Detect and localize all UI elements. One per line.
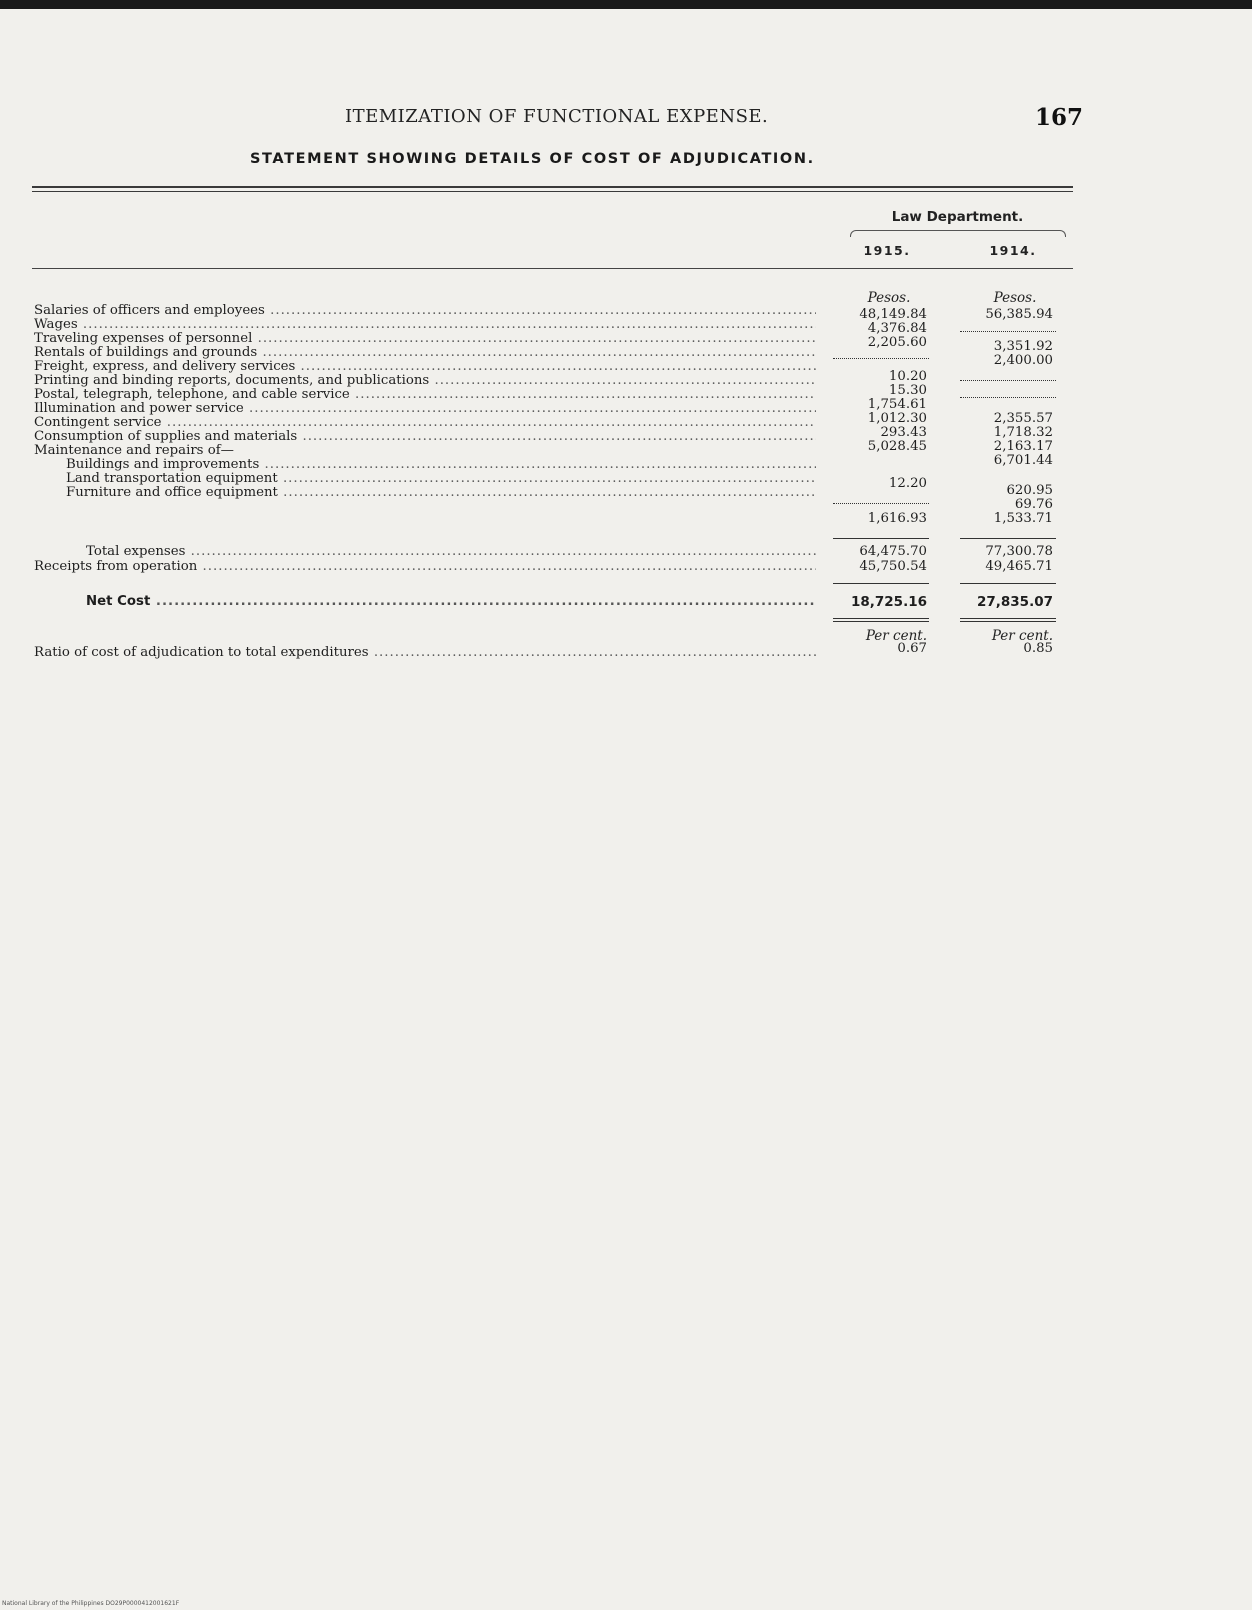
row-label: Furniture and office equipment ..... [66,486,816,500]
row-label: Freight, express, and delivery services ..... [34,360,816,374]
row-label: Land transportation equipment ..... [66,472,816,486]
value-1915: 15.30 [888,383,927,398]
archive-stamp: National Library of the Philippines DO29P0000412001621F [2,1600,180,1607]
unit-label-1915: Pesos. [867,290,911,306]
table-title: STATEMENT SHOWING DETAILS OF COST OF ADJUDICATION. [250,151,815,167]
double-rule [960,618,1056,622]
net-cost-1914: 27,835.07 [976,594,1053,610]
value-1914: 3,351.92 [993,339,1053,354]
value-1915: 1,012.30 [867,411,927,426]
ratio-1915: 0.67 [897,641,927,656]
row-label: Wages ..... [34,318,816,332]
ratio-1914: 0.85 [1023,641,1053,656]
receipts-1915: 45,750.54 [859,559,927,574]
receipts-label: Receipts from operation ..... [34,560,816,574]
scan-edge [0,0,1252,9]
year-heading-1915: 1915. [863,243,911,258]
value-1915: 5,028.45 [867,439,927,454]
sum-rule [833,538,929,539]
top-double-rule [32,186,1073,192]
double-rule [833,618,929,622]
value-1914: 56,385.94 [985,307,1053,322]
net-cost-1915: 18,725.16 [850,594,927,610]
value-1915: 48,149.84 [859,307,927,322]
row-label: Printing and binding reports, documents, and publications ..... [34,374,816,388]
unit-label-1914: Pesos. [993,290,1037,306]
percent-unit-1915: Per cent. [865,628,927,644]
value-1914: 6,701.44 [993,453,1053,468]
value-1915: 1,616.93 [867,511,927,526]
value-1914: 1,718.32 [993,425,1053,440]
empty-cell-leader [960,331,1056,332]
sum-rule [960,583,1056,584]
row-label: Consumption of supplies and materials ..... [34,430,816,444]
value-1915: 10.20 [888,369,927,384]
value-1915: 12.20 [888,476,927,491]
row-label-group: Maintenance and repairs of— [34,444,234,458]
empty-cell-leader [833,503,929,504]
row-label: Traveling expenses of personnel ..... [34,332,816,346]
value-1914: 69.76 [1014,497,1053,512]
receipts-1914: 49,465.71 [985,559,1053,574]
running-head: ITEMIZATION OF FUNCTIONAL EXPENSE. [345,106,769,127]
value-1915: 293.43 [880,425,927,440]
total-expenses-1914: 77,300.78 [985,544,1053,559]
year-heading-1914: 1914. [989,243,1037,258]
net-cost-label: Net Cost ..... [86,595,816,609]
empty-cell-leader [960,380,1056,381]
sum-rule [833,583,929,584]
group-heading: Law Department. [891,209,1024,225]
row-label: Illumination and power service ..... [34,402,816,416]
row-label: Contingent service ..... [34,416,816,430]
value-1914: 2,355.57 [993,411,1053,426]
value-1915: 2,205.60 [867,335,927,350]
value-1914: 620.95 [1006,483,1053,498]
row-label: Postal, telegraph, telephone, and cable service ..... [34,388,816,402]
row-label: Salaries of officers and employees ..... [34,304,816,318]
row-label: Buildings and improvements ..... [66,458,816,472]
header-rule [32,268,1073,269]
page-number: 167 [1035,104,1084,131]
sum-rule [960,538,1056,539]
row-label: Rentals of buildings and grounds ..... [34,346,816,360]
value-1915: 1,754.61 [867,397,927,412]
value-1914: 2,400.00 [993,353,1053,368]
column-brace [850,230,1066,237]
total-expenses-1915: 64,475.70 [859,544,927,559]
value-1914: 1,533.71 [993,511,1053,526]
percent-unit-1914: Per cent. [991,628,1053,644]
ratio-label: Ratio of cost of adjudication to total expenditures ..... [34,646,816,660]
value-1914: 2,163.17 [993,439,1053,454]
total-expenses-label: Total expenses ..... [86,545,816,559]
value-1915: 4,376.84 [867,321,927,336]
empty-cell-leader [833,358,929,359]
empty-cell-leader [960,397,1056,398]
